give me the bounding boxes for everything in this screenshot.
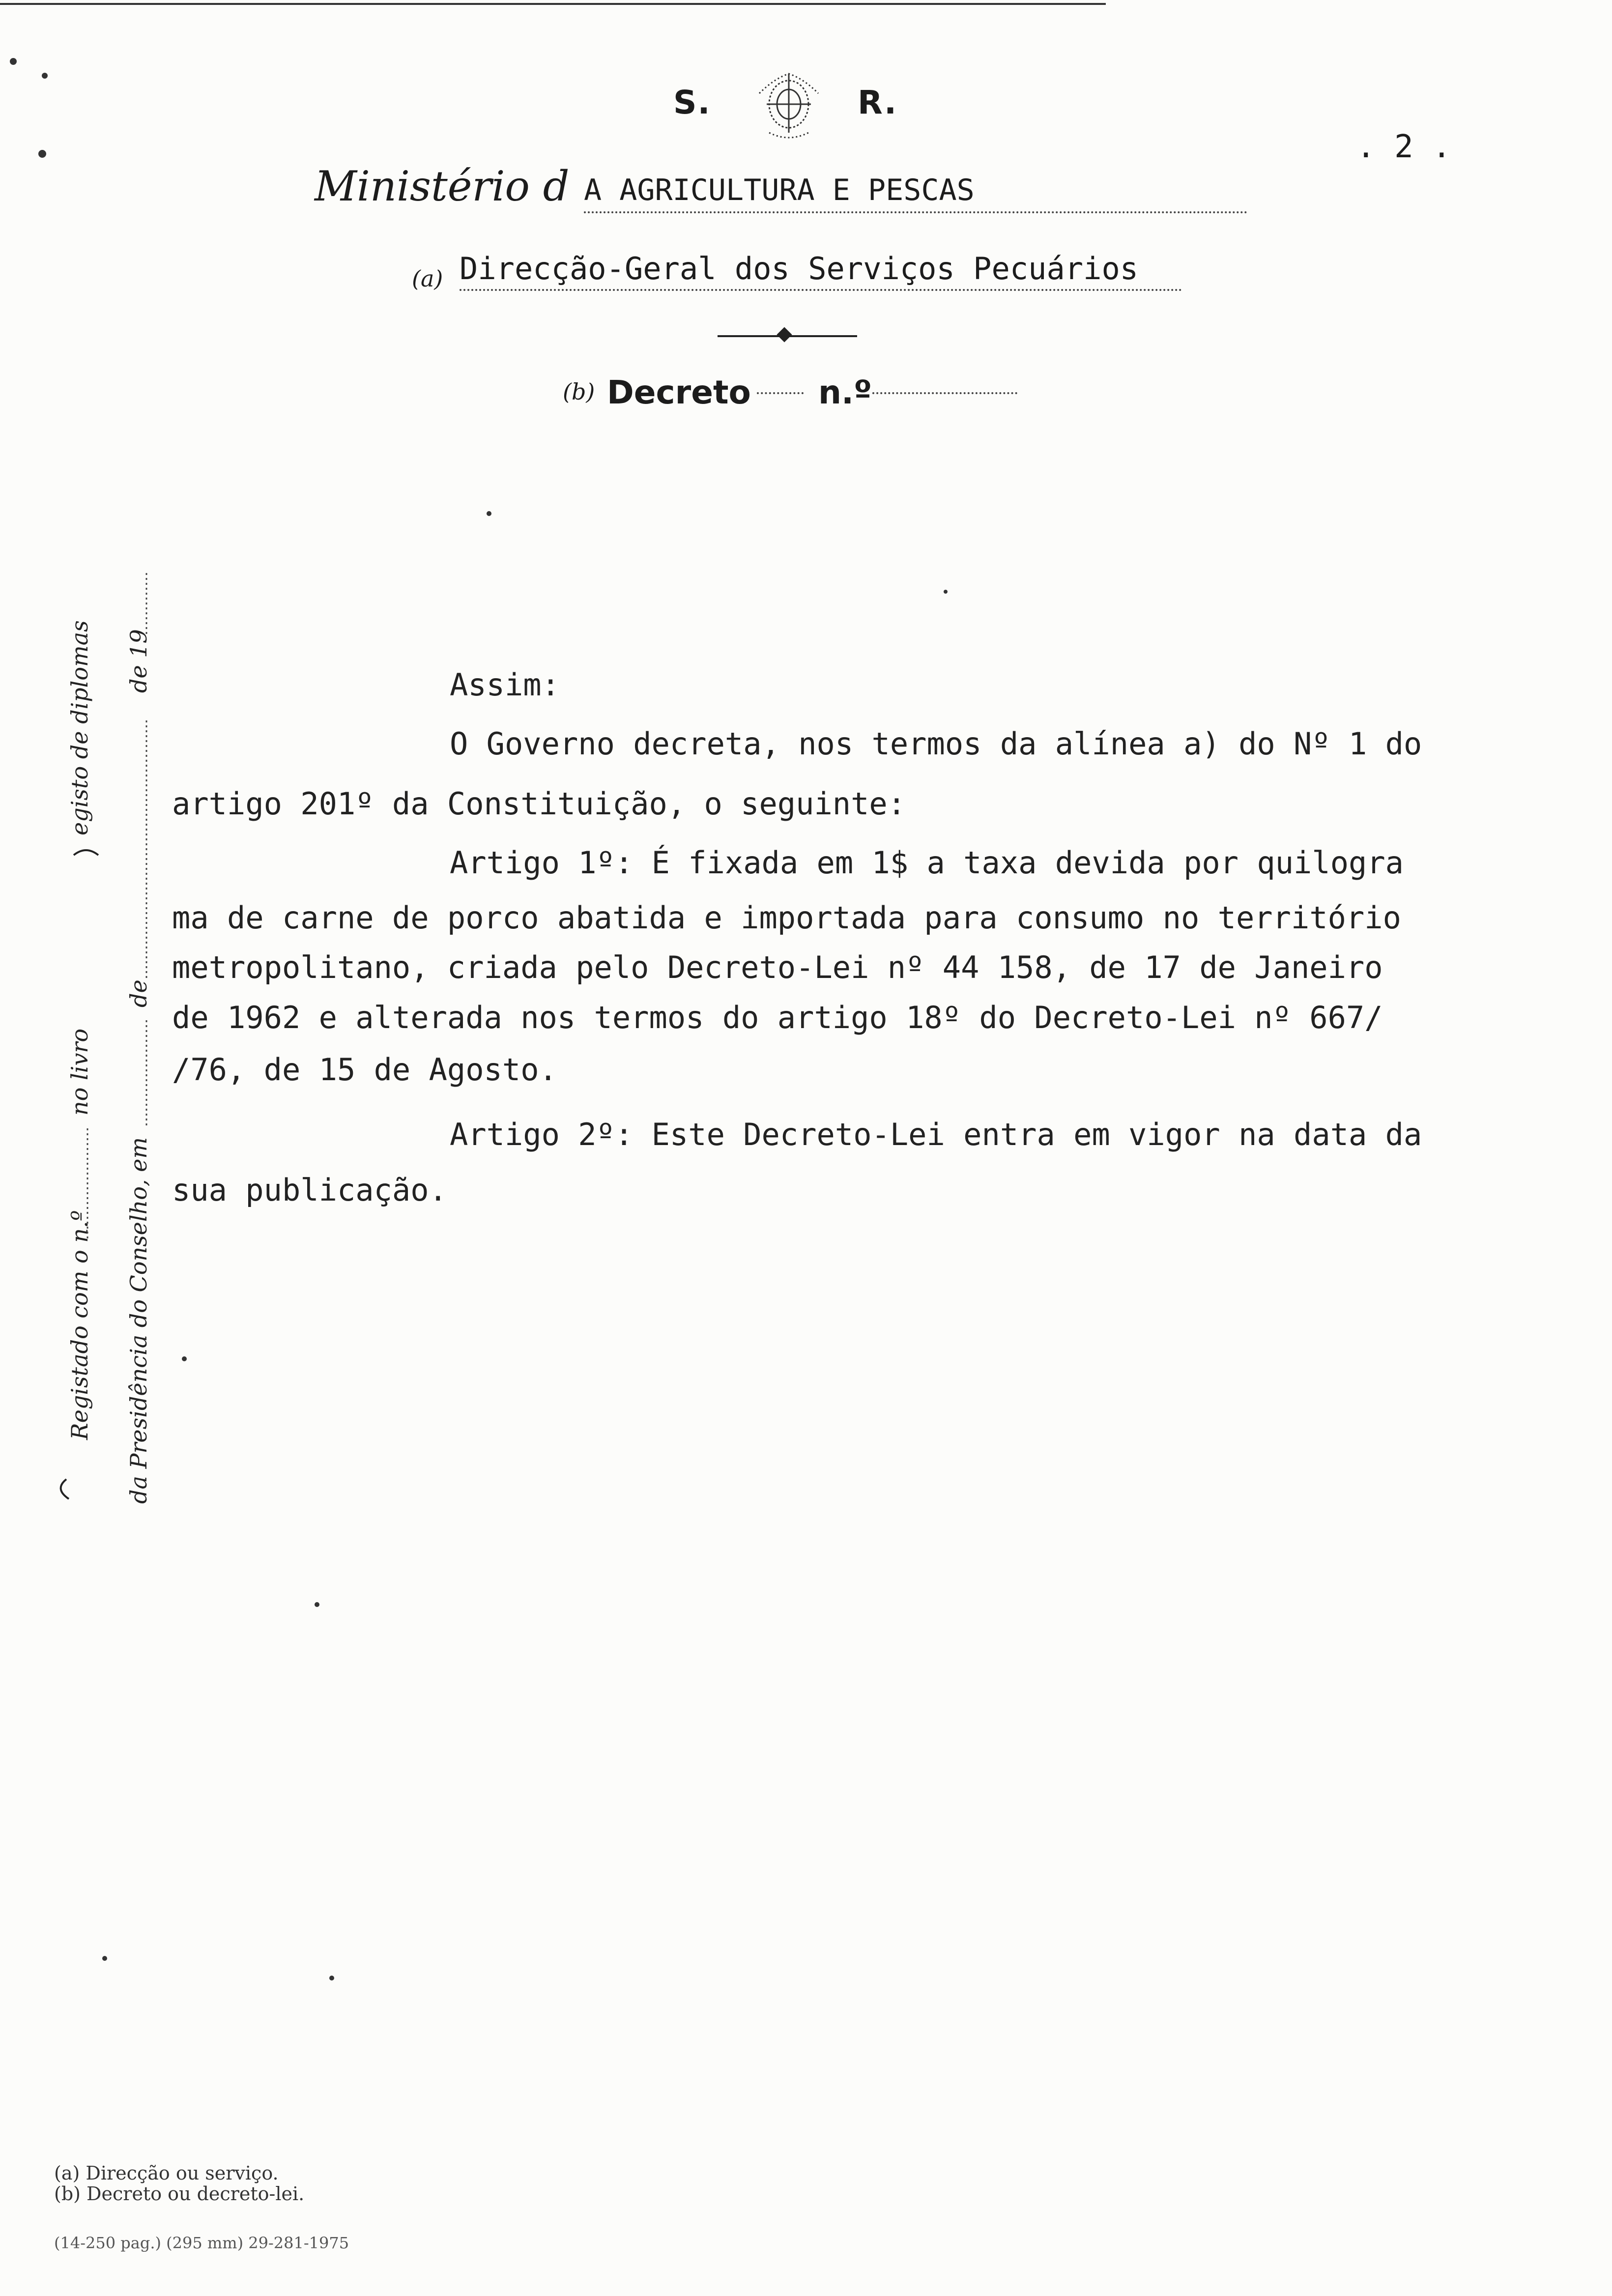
numero-label: n.º (818, 373, 872, 411)
scan-speck (329, 1976, 334, 1980)
scan-speck (102, 1956, 107, 1961)
printer-code: (14-250 pag.) (295 mm) 29-281-1975 (54, 2234, 349, 2252)
body-line: Artigo 2º: Este Decreto-Lei entra em vigor na data da (450, 1117, 1422, 1152)
body-line: sua publicação. (172, 1172, 447, 1208)
decreto-label: Decreto (607, 373, 751, 411)
scan-speck (487, 511, 491, 516)
top-scan-line (0, 3, 1106, 5)
scan-speck (38, 150, 46, 158)
body-line: Artigo 1º: É fixada em 1$ a taxa devida por quilogra (450, 845, 1404, 881)
footnote-a: (a) Direcção ou serviço. (54, 2162, 279, 2184)
direccao-field: Direcção-Geral dos Serviços Pecuários (460, 251, 1182, 291)
page-number: . 2 . (1356, 129, 1451, 165)
margin-year-text: de 19 (125, 629, 152, 693)
decreto-type-blank (757, 392, 804, 394)
ornament-divider-right (788, 335, 857, 337)
body-line: O Governo decreta, nos termos da alínea a) do Nº 1 do (450, 726, 1422, 762)
body-line: artigo 201º da Constituição, o seguinte: (172, 786, 906, 822)
body-line: ma de carne de porco abatida e importada para consumo no território (172, 900, 1401, 936)
ornament-diamond-icon (777, 327, 792, 342)
margin-presidencia-text: da Presidência do Conselho, em (125, 1137, 152, 1504)
margin-de-text: de (125, 979, 152, 1007)
margin-register-text: Registado com o n.º (66, 1210, 93, 1440)
ministerio-heading: Ministério d (315, 162, 570, 210)
scan-speck (42, 73, 48, 79)
scan-speck (315, 1602, 319, 1607)
ornament-divider-left (718, 335, 781, 337)
margin-register-block (15, 570, 172, 1553)
body-line: Assim: (450, 667, 560, 703)
margin-registo-text: egisto de diplomas (66, 620, 93, 835)
numero-blank (872, 392, 1017, 394)
ministry-name-field: A AGRICULTURA E PESCAS (584, 173, 1247, 213)
header-r-letter: R. (858, 84, 898, 121)
footnote-marker-b: (b) (563, 378, 595, 405)
margin-livro-text: no livro (66, 1028, 93, 1116)
scan-speck (182, 1356, 187, 1361)
header-s-letter: S. (673, 84, 711, 121)
coat-of-arms-emblem (740, 64, 838, 143)
body-line: /76, de 15 de Agosto. (172, 1052, 557, 1088)
body-line: de 1962 e alterada nos termos do artigo 18º do Decreto-Lei nº 667/ (172, 1000, 1383, 1035)
footnote-b: (b) Decreto ou decreto-lei. (54, 2183, 305, 2205)
footnote-marker-a: (a) (412, 265, 443, 292)
scan-speck (944, 590, 948, 594)
body-line: metropolitano, criada pelo Decreto-Lei nº 44 158, de 17 de Janeiro (172, 949, 1383, 985)
scan-speck (10, 58, 17, 65)
